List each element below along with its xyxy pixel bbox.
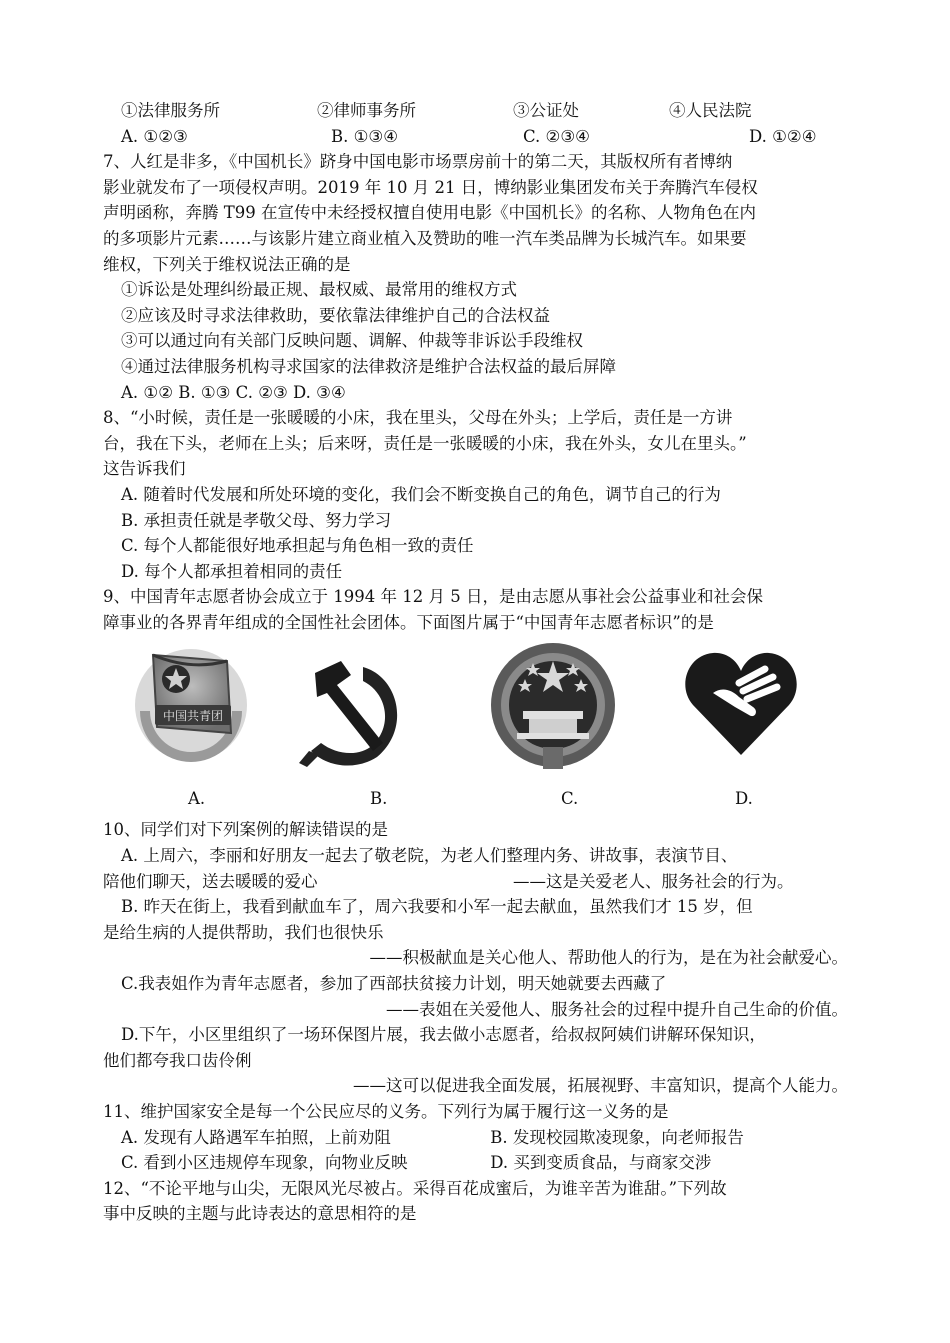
q6-options	[103, 124, 848, 150]
q8-option: A. 随着时代发展和所处环境的变化，我们会不断变换自己的角色，调节自己的行为	[121, 484, 721, 504]
q7-item: ③可以通过向有关部门反映问题、调解、仲裁等非诉讼手段维权	[121, 331, 583, 351]
youth-league-emblem-icon	[131, 641, 249, 765]
hammer-sickle-icon	[293, 659, 411, 769]
q10-case-a-text: 陪他们聊天，送去暖暖的爱心	[103, 871, 318, 891]
q7-options: A. ①② B. ①③ C. ②③ D. ③④	[121, 382, 346, 402]
volunteer-heart-hand-icon	[679, 643, 803, 763]
q6-option: B. ①③④	[331, 126, 398, 146]
q9-stem-line: 9、中国青年志愿者协会成立于 1994 年 12 月 5 日，是由志愿从事社会公益事业和社会保	[103, 587, 763, 607]
q7-item: ①诉讼是处理纠纷最正规、最权威、最常用的维权方式	[121, 280, 517, 300]
q10-case-b-line2: 是给生病的人提供帮助，我们也很快乐	[103, 922, 384, 942]
q7-stem-line: 7、人红是非多，《中国机长》跻身中国电影市场票房前十的第二天，其版权所有者博纳	[103, 152, 733, 172]
q7-item: ②应该及时寻求法律救助，要依靠法律维护自己的合法权益	[121, 305, 550, 325]
q11-option: A. 发现有人路遇军车拍照，上前劝阻	[121, 1127, 391, 1147]
q9-labels	[103, 789, 848, 817]
q8-stem-line: 这告诉我们	[103, 459, 186, 479]
q6-item: ④人民法院	[669, 101, 752, 120]
q7-stem	[103, 149, 848, 277]
q9-image-row	[103, 639, 848, 789]
q11-stem: 11、维护国家安全是每一个公民应尽的义务。下列行为属于履行这一义务的是	[103, 1102, 669, 1121]
q10-case-a-comment: ——这是关爱老人、服务社会的行为。	[513, 871, 794, 891]
q8-option: B. 承担责任就是孝敬父母、努力学习	[121, 510, 392, 530]
q10-case-a: A. 上周六，李丽和好朋友一起去了敬老院，为老人们整理内务、讲故事，表演节目、	[121, 846, 738, 866]
q8-stem-line: 台，我在下头，老师在上头；后来呀，责任是一张暖暖的小床，我在外头，女儿在里头。”	[103, 433, 747, 453]
q6-item: ①法律服务所	[121, 101, 220, 120]
q10-case-b: B. 昨天在街上，我看到献血车了，周六我要和小军一起去献血，虽然我们才 15 岁，但	[121, 897, 753, 917]
q11-option: D. 买到变质食品，与商家交涉	[490, 1153, 712, 1173]
q10-case-b-comment: ——积极献血是关心他人、帮助他人的行为，是在为社会献爱心。	[369, 948, 848, 968]
q7-stem-line: 声明函称，奔腾 T99 在宣传中未经授权擅自使用电影《中国机长》的名称、人物角色在内	[103, 203, 756, 223]
q10-case-d-line2: 他们都夸我口齿伶俐	[103, 1050, 252, 1070]
q10-case-c: C.我表姐作为青年志愿者，参加了西部扶贫接力计划，明天她就要去西藏了	[121, 974, 667, 994]
q10-case-d-comment: ——这可以促进我全面发展，拓展视野、丰富知识，提高个人能力。	[353, 1076, 848, 1096]
q9-label: D.	[735, 789, 753, 809]
q10-case-d: D.下午，小区里组织了一场环保图片展，我去做小志愿者，给叔叔阿姨们讲解环保知识，	[121, 1025, 766, 1045]
q12-stem-line: 12、“不论平地与山尖，无限风光尽被占。采得百花成蜜后，为谁辛苦为谁甜。”下列故	[103, 1178, 727, 1198]
q6-option: D. ①②④	[749, 126, 817, 146]
q7-stem-line: 的多项影片元素……与该影片建立商业植入及赞助的唯一汽车类品牌为长城汽车。如果要	[103, 228, 747, 248]
q11-option: B. 发现校园欺凌现象，向老师报告	[490, 1127, 744, 1147]
q9-stem-line: 障事业的各界青年组成的全国性社会团体。下面图片属于“中国青年志愿者标识”的是	[103, 612, 714, 632]
q6-option: C. ②③④	[523, 126, 590, 146]
q7-stem-line: 影业就发布了一项侵权声明。2019 年 10 月 21 日，博纳影业集团发布关于奔腾汽车侵权	[103, 177, 758, 197]
q6-items	[103, 98, 848, 124]
q6-option: A. ①②③	[121, 126, 188, 146]
q10-case-c-comment: ——表姐在关爱他人、服务社会的过程中提升自己生命的价值。	[386, 999, 848, 1019]
q6-item: ②律师事务所	[317, 101, 416, 120]
exam-page	[103, 98, 848, 1227]
q8-stem-line: 8、“小时候，责任是一张暖暖的小床，我在里头，父母在外头；上学后，责任是一方讲	[103, 408, 733, 428]
q9-label: A.	[188, 789, 206, 809]
q9-logo-a-text: 中国共青团	[162, 709, 224, 724]
q10-case-a-line2	[103, 869, 848, 895]
q9-label: C.	[561, 789, 579, 809]
q11-option: C. 看到小区违规停车现象，向物业反映	[121, 1153, 408, 1173]
q10-stem: 10、同学们对下列案例的解读错误的是	[103, 820, 388, 840]
q8-option: D. 每个人都承担着相同的责任	[121, 561, 343, 581]
q11-options-row1	[103, 1125, 848, 1151]
q9-stem	[103, 584, 848, 635]
q6-item: ③公证处	[513, 101, 579, 120]
q8-stem	[103, 405, 848, 482]
q9-label: B.	[370, 789, 388, 809]
q8-option: C. 每个人都能很好地承担起与角色相一致的责任	[121, 536, 474, 556]
q7-stem-line: 维权，下列关于维权说法正确的是	[103, 254, 351, 274]
national-emblem-icon	[487, 639, 619, 771]
q12-stem-line: 事中反映的主题与此诗表达的意思相符的是	[103, 1204, 417, 1224]
q7-item: ④通过法律服务机构寻求国家的法律救济是维护合法权益的最后屏障	[121, 356, 616, 376]
q11-options-row2	[103, 1150, 848, 1176]
